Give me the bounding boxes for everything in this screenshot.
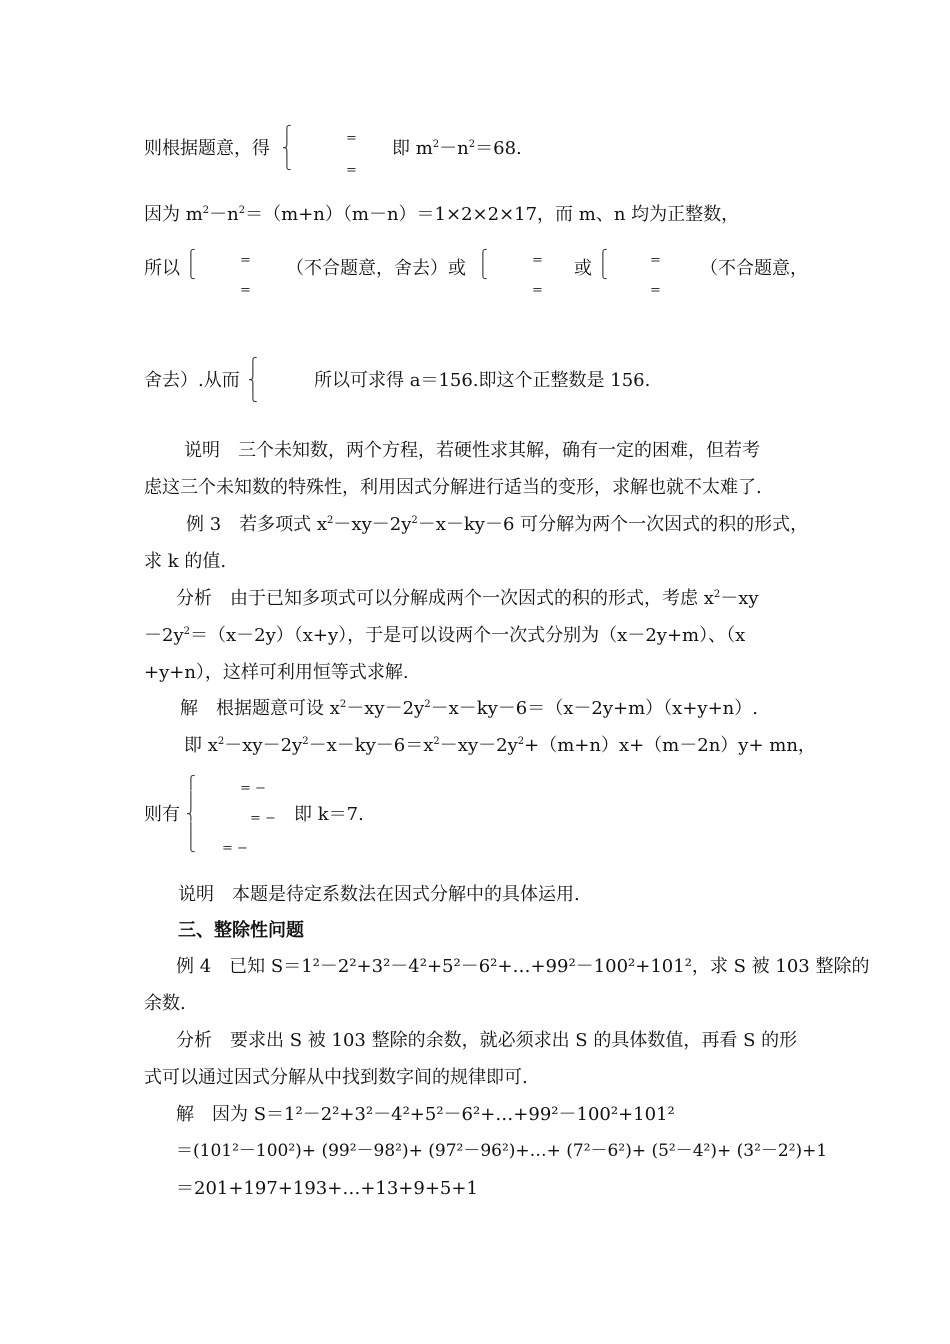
line-4-label: 舍去）.从而 (144, 370, 240, 391)
analysis-4-line-2: 式可以通过因式分解从中找到数字间的规律即可. (144, 1067, 528, 1088)
example-3-line-1: 例 3 若多项式 $x^2-xy-2y^2-x-ky-6$ 可分解为两个一次因式的积的形式， (186, 514, 809, 535)
line-3-mid: （不合题意，舍去）或 (286, 258, 466, 279)
section-3-heading: 三、整除性问题 (178, 920, 304, 941)
sys3b-eq-2: = (532, 283, 543, 298)
system-result: 即 k＝7. (294, 804, 364, 825)
brace-4: ⎧ ⎨ ⎩ (248, 358, 258, 403)
sys1-eq-1: = (346, 131, 357, 146)
example-4-line-2: 余数. (144, 993, 186, 1014)
system-eq-3: = − (222, 841, 248, 856)
analysis-4-line-1: 分析 要求出 S 被 103 整除的余数，就必须求出 S 的具体数值，再看 S 的形 (176, 1030, 798, 1051)
solution-4-line-2: ＝(101²－100²)+ (99²－98²)+ (97²－96²)+…+ (7²－6²)+ (5²－4²)+ (3²－2²)+1 (176, 1141, 828, 1161)
solution-3-line-1: 解 根据题意可设 $x^2-xy-2y^2-x-ky-6=(x-2y+m)(x+y+n)$. (180, 698, 758, 719)
analysis-3-line-2: $-2y^2=(x-2y)(x+y)$，于是可以设两个一次式分别为（x－2y+m）、（x (144, 625, 746, 646)
analysis-3-line-1: 分析 由于已知多项式可以分解成两个一次因式的积的形式，考虑 $x^2-xy$ (176, 588, 759, 609)
line-3-end: （不合题意， (700, 258, 808, 279)
brace-3c: ⎧ ⎩ (598, 250, 608, 280)
line-1-label: 则根据题意，得 (144, 138, 270, 159)
sys3a-eq-1: = (240, 253, 251, 268)
brace-3a: ⎧ ⎩ (186, 250, 196, 280)
note-2: 说明 本题是待定系数法在因式分解中的具体运用. (178, 884, 580, 905)
brace-1: ⎧ ⎨ ⎩ (282, 126, 292, 171)
solution-4-line-1: 解 因为 S＝1²－2²+3²－4²+5²－6²+…+99²－100²+101² (176, 1104, 675, 1125)
brace-system: ⎧ ⎪ ⎨ ⎪ ⎩ (186, 776, 196, 854)
line-3-or: 或 (574, 258, 592, 279)
sys1-eq-2: = (346, 163, 357, 178)
sys3c-eq-2: = (650, 283, 661, 298)
sys3b-eq-1: = (532, 253, 543, 268)
line-4-result: 所以可求得 a＝156.即这个正整数是 156. (314, 370, 651, 391)
sys3c-eq-1: = (650, 253, 661, 268)
note-1-line-2: 虑这三个未知数的特殊性，利用因式分解进行适当的变形，求解也就不太难了. (144, 477, 762, 498)
example-3-line-2: 求 k 的值. (144, 551, 227, 572)
line-2: 因为 $m^2-n^2=(m+n)(m-n)=1\times 2\times 2\times 17$，而 m、n 均为正整数， (144, 204, 740, 225)
note-1-line-1: 说明 三个未知数，两个方程，若硬性求其解，确有一定的困难，但若考 (184, 440, 760, 461)
system-eq-2: = − (250, 811, 276, 826)
solution-3-line-2: 即 $x^2-xy-2y^2-x-ky-6=x^2-xy-2y^2+(m+n)x+(m-2n)y+$ mn， (184, 735, 816, 756)
system-eq-1: = − (240, 781, 266, 796)
line-1-result: 即 $m^2-n^2=68$. (392, 138, 522, 159)
analysis-3-line-3: +y+n），这样可利用恒等式求解. (144, 662, 409, 683)
solution-4-line-3: ＝201+197+193+…+13+9+5+1 (176, 1178, 478, 1199)
brace-3b: ⎧ ⎩ (478, 250, 488, 280)
sys3a-eq-2: = (240, 283, 251, 298)
example-4-line-1: 例 4 已知 S＝1²－2²+3²－4²+5²－6²+…+99²－100²+101²，求 S 被 103 整除的 (176, 956, 870, 977)
line-3-label: 所以 (144, 258, 180, 279)
system-label: 则有 (144, 804, 180, 825)
